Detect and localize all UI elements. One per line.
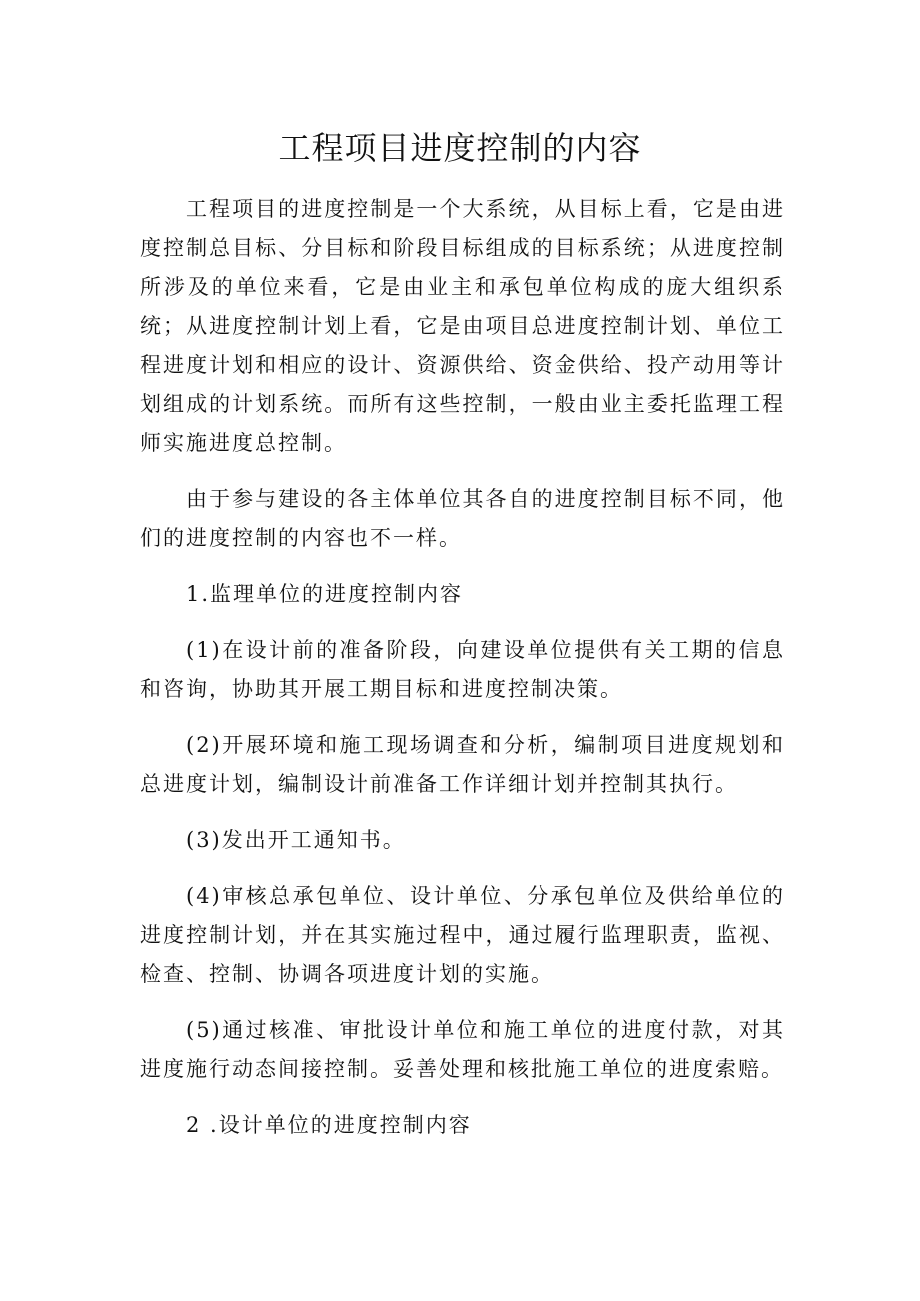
section-heading-supervision: 1.监理单位的进度控制内容 xyxy=(186,582,464,606)
paragraph-intro: 工程项目的进度控制是一个大系统，从目标上看，它是由进度控制总目标、分目标和阶段目标组成的目标系统；从进度控制所涉及的单位来看，它是由业主和承包单位构成的庞大组织系统；从进度控制计划上看，它是由项目总进度控制计划、单位工程进度计划和相应的设计、资源供给、资金供给、投产动用等计划组成的计划系统。而所有这些控制，一般由业主委托监理工程师实施进度总控制。 xyxy=(140,197,785,455)
document-title: 工程项目进度控制的内容 xyxy=(278,129,642,167)
list-item-3: (3)发出开工通知书。 xyxy=(186,828,406,852)
list-item-1: (1)在设计前的准备阶段，向建设单位提供有关工期的信息和咨询，协助其开展工期目标和进度控制决策。 xyxy=(140,638,785,701)
section-heading-design: 2 .设计单位的进度控制内容 xyxy=(186,1113,472,1137)
document-body xyxy=(140,190,785,1162)
list-item-2: (2)开展环境和施工现场调查和分析，编制项目进度规划和总进度计划，编制设计前准备工作详细计划并控制其执行。 xyxy=(140,733,785,796)
paragraph-difference: 由于参与建设的各主体单位其各自的进度控制目标不同，他们的进度控制的内容也不一样。 xyxy=(140,487,785,550)
list-item-4: (4)审核总承包单位、设计单位、分承包单位及供给单位的进度控制计划，并在其实施过程中，通过履行监理职责，监视、检查、控制、协调各项进度计划的实施。 xyxy=(140,884,785,986)
list-item-5: (5)通过核准、审批设计单位和施工单位的进度付款，对其进度施行动态间接控制。妥善处理和核批施工单位的进度索赔。 xyxy=(140,1018,785,1081)
